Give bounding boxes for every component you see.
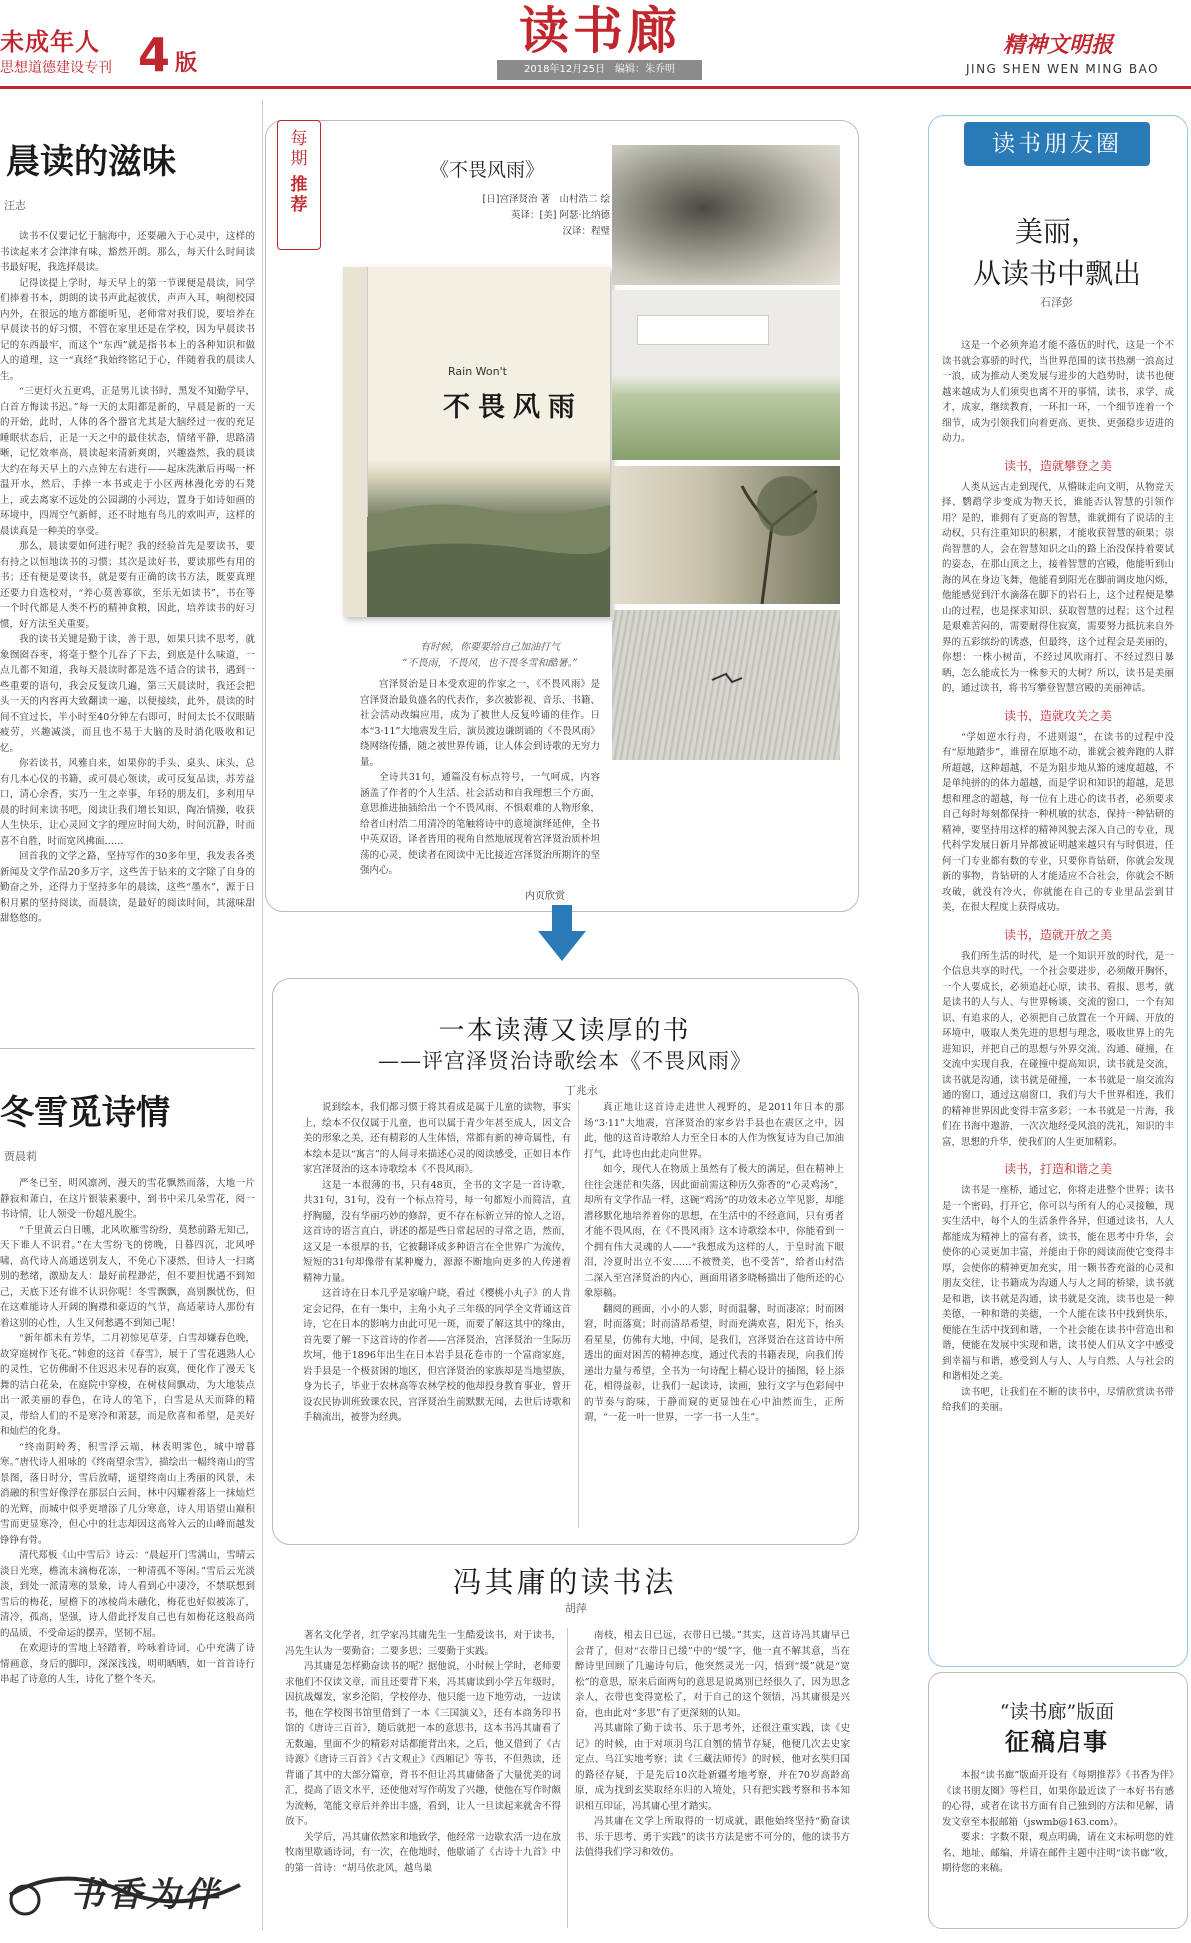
- paragraph: “千里黄云白日曛，北风吹雁雪纷纷，莫愁前路无知己，天下谁人不识君。”在大雪纷飞的傍晚，日暮四沉，北风呼啸，高代诗人高通送别友人，不免心下凄然，但诗人一扫离别的愁绪，激励友人：最好前程渺茫，但不要担忧遇不到知己，天底下还有谁不认识你呢！冬雪飘飘，高别飘忧伤，但在这难能诗人开阔的胸襟和豪迈的气节，高适蒙诗人那份有着这别的心性，人生又何愁遇不到知己呢！: [0, 1224, 255, 1329]
- paragraph: 著名文化学者，红学家冯其庸先生一生酷爱读书，对于读书，冯先生认为一要勤奋；二要多思；三要勤于实践。: [285, 1630, 561, 1657]
- paragraph: 说到绘本，我们都习惯于将其看成是属于儿童的读物，事实上，绘本不仅仅属于儿童，也可以属于青少年甚至成人，因文合美的形象之美，还有精彩的人生体悟，常都有新的神奇属性，有本绘本是以“寓言”的人间寻来描述心灵的阅读感受，正如日本作家宫泽贤治的这本诗歌绘本《不畏风雨》。: [303, 1102, 571, 1175]
- review-col-2: [584, 1100, 844, 1426]
- paragraph: 那么，晨读要如何进行呢？我的经验首先是要读书，要有持之以恒地读书的习惯；其次是读好书，要读那些有用的书；还有便是要读书，就是要有正确的读书方法，既要真理还要力自选校对，“养心莫善寡欲，至乐无如读书”，书在等一个时代都是人类不朽的精神食粮，因此，培养读书的好习惯，好方法至关重要。: [0, 541, 255, 630]
- divider: [0, 1048, 255, 1049]
- credit-line: 英译：[美] 阿瑟·比纳德: [511, 210, 610, 221]
- quote-line: “不畏雨，不畏风，也不畏冬雪和酷暑。”: [402, 658, 578, 669]
- header-rule: [0, 86, 1191, 89]
- section-heading: 读书，打造和谐之美: [1003, 1162, 1112, 1176]
- down-arrow-icon: [538, 905, 586, 965]
- left-article-1: [0, 92, 255, 927]
- review-author: 丁兆永: [565, 1084, 598, 1097]
- paragraph: 冯其庸在文学上所取得的一切成就，跟他始终坚持“勤奋读书、乐于思考、勇于实践”的读书方法是密不可分的，他的读书方法值得我们学习和效仿。: [575, 1816, 850, 1858]
- paragraph: 关学后，冯其庸依然家和地致学，他经常一边歇农活一边在放牧南里歇诵诗词，有一次，在他地时，他歇诵了《古诗十九首》中的第一首诗：“胡马依北风，越鸟巢: [285, 1831, 561, 1874]
- book-credits: [395, 192, 610, 240]
- review-subtitle: ——评宫泽贤治诗歌绘本《不畏风雨》: [378, 1049, 752, 1073]
- article-author: 贾晨莉: [4, 1150, 37, 1163]
- notice-body: [942, 1768, 1174, 1877]
- footer-brush-art: [0, 1845, 255, 1930]
- book-spine: [343, 267, 368, 617]
- paragraph: 这是一本很薄的书，只有48页，全书的文字是一首诗歌，共31句，31句，没有一个标点符号，每一句都短小而简洁，直抒胸臆，没有华丽巧妙的修辞，更不存在标新立异的惊人之语，这首诗的语言直白，讲述的都是些日常起居的寻常之语，然而，这又是一本很厚的书，它被翻译成多种语言在全世界广为流传，短短的31句却像带有某种魔力，源源不断地向更多的人传递着精神力量。: [303, 1179, 571, 1284]
- paragraph: 我的读书关键是勤于读，善于思，如果只读不思考，就象囫囵吞枣，将毫于整个儿吞了下去，到底是什么味道，一点儿都不知道，我每天晨读时都是选不适合的读书，遇到一些重要的语句，我会反复读几遍，第三天晨读时，我还会把头一天的内容再大致翻读一遍，以便接续，此外，晨读的时间不宜过长，半小时至40分钟左右即可，时间太长不仅眼睛疲劳，兴趣减淡，而且也不易于大脑的及时消化吸收和记忆。: [0, 634, 255, 754]
- right-title-line2: 从读书中飘出: [972, 257, 1141, 290]
- illustration-tree: [612, 466, 840, 604]
- notice-paragraph: 本报“读书廊”版面开设有《每期推荐》《书香为伴》《读书朋友圈》等栏目，如果你最近读了一本好书有感的心得，或者在读书方面有自己独到的方法和见解，请发文章至本报邮箱（jswmb@163.com）。: [942, 1770, 1174, 1828]
- feng-title: 冯其庸的读书法: [452, 1565, 677, 1599]
- column-divider: [567, 1628, 568, 1928]
- paragraph: 南枝，相去日已远，衣带日已缓。”其实，这首诗冯其庸早已会背了，但对“衣带日已缓”中的“缓”字，他一直不解其意，当在醉诗里回顾了几遍诗句后，他突然灵光一闪，悟到“缓”就是“宽松”的意思，原来后面两句的意思是说离别已经很久了，因为思念亲人，衣带也变得宽松了，对于自己的这个领悟，冯其庸很是兴奋，也由此对“多思”有了更深刻的认知。: [575, 1630, 850, 1719]
- footer-calligraphy: 书香为伴: [70, 1875, 222, 1915]
- book-quote: [380, 640, 600, 672]
- section-name: 未成年人: [0, 28, 100, 56]
- section-heading: 读书，造就攀登之美: [1003, 458, 1112, 473]
- friends-box-title: 读书朋友圈: [964, 122, 1150, 166]
- paragraph: “终南阴岭秀，积雪浮云端，林表明霁色，城中增暮寒。”唐代诗人祖咏的《终南望余雪》，描绘出一幅终南山的雪景图，落日时分，雪后放晴，遥望终南山上秀丽的风景，未消融的积雪好像浮在那层白云间，林中闪耀着落上一抹灿烂的光辉，而城中似乎更增添了几分寒意，诗人用语望山巅积雪而更显寒冷，但心中的壮志却因这高耸入云的山峰而越发铮铮有骨。: [0, 1441, 255, 1546]
- section-heading: 读书，造就开放之美: [1003, 927, 1112, 942]
- cover-landscape-icon: [367, 457, 610, 617]
- paragraph: 冯其庸是怎样勤奋读书的呢？据他说，小时候上学时，老师要求他们不仅读文章，而且还要背下来，冯其庸读到小学五年级时，因抗战爆发，家乡沦陷，学校停办，他只能一边下地劳动，一边读书，他在学校图书馆里借到了一本《三国演义》，还有本商务印书馆的《唐诗三百首》，随后就把一本的意思书，这本书冯其庸看了无数遍，里面不少的精彩对话都能背出来，之后，他又借到了《古诗源》《唐诗三百首》《古文观止》《西厢记》等书，不但熟读，还背诵了其中的大部分篇章，背书不但让冯其庸储备了大量优美的词汇，提高了语文水平，还使他对写作萌发了兴趣，使他在写作时颇为流畅，笔能文章后并养出丰盛，看到，让人一旦读起来就舍不得放下。: [285, 1661, 561, 1827]
- paragraph: 你若读书，风雅自来，如果你的手头、桌头、床头，总有几本心仪的书籍，或可晨心领读，或可反复品读，苏芳益口，清心余香，实乃一生之幸事，年轻的朋友们，多利用早晨的时间来读书吧，阅读让我们增长知识，陶冶情操，收获人生快乐，让心灵回文字的理应时间大幼，时间沉静，时而喜不自胜，时而宽风拂面……: [0, 758, 255, 847]
- feng-col-1: [285, 1628, 561, 1876]
- image-source: 内页欣赏: [525, 891, 565, 902]
- paragraph: 人类从远古走到现代，从懵昧走向文明，从物竞天择、鹦鹉学步变成为物天长，谁能否认智慧的引领作用？是的，谁拥有了更高的智慧，谁就拥有了说话的主动权，只有注重知识的积累，才能收获智慧的硕果；崇尚智慧的人，会在智慧知识之山的路上治没保持着要试的姿态，在那山顶之上，接着智慧的宫殿，他能听到山海的风在身边飞舞，他能看到阳光在脚前调皮地闪烁，他能感觉到汗水滴落在脚下的岩石上，这个过程便是攀山的过程，也是探求知识、获取智慧的过程；这个过程是艰难苦闷的，需要耐得住寂寞，需要努力抵抗来自外界的五彩缤纷的诱惑，但最终，这个过程会是美丽的，你想：一株小树苗，不经过风吹雨打、不经过烈日暴晒，怎么能成长为一株参天的大树？所以，读书是美丽的，通过读书，将书写攀登智慧宫殿的美丽神话。: [942, 481, 1174, 694]
- article-body: [0, 229, 255, 927]
- article-title: 晨读的滋味: [6, 142, 176, 182]
- paragraph: 严冬已至，明风凛冽，漫天的雪花飘然而落，大地一片静寂和萧白，在这片银装素裹中，到书中采几朵雪花，阅一书诗情，让人领受一份超凡脱尘。: [0, 1178, 255, 1220]
- cover-title: 不畏风雨: [443, 392, 583, 423]
- illustration-rain: [612, 610, 840, 760]
- paragraph: 真正地让这首诗走进世人视野的，是2011年日本的那场“3·11”大地震，宫泽贤治的家乡岩手县也在震区之中，因此，他的这首诗歌给人力至全日本的人作为恢复诗为自己加油打气，此诗也由此走向世界。: [584, 1102, 844, 1160]
- illustration-field-bird: [612, 290, 840, 460]
- credit-line: 汉译：程璧: [562, 226, 610, 237]
- paragraph: 读书吧，让我们在不断的读书中，尽情欣赏读书带给我们的美丽。: [942, 1386, 1174, 1413]
- left-article-2: [0, 1055, 255, 1688]
- paragraph: “三更灯火五更鸡，正是男儿读书时，黑发不知勤学早，白首方悔读书迟。”每一天的太阳都是新的，早晨是新的一天的开始，此时，人体的各个器官尤其是大脑经过一夜的充足睡眠状态后，正是一天之中的最佳状态，情绪平静，思路清晰，记忆效率高，晨读起来清新爽朗，兴趣盎然，我的晨读大约在每天早上的六点钟左右进行——起床洗漱后再喝一杯温开水，然后，手捧一本书或走于小区两林漫化旁的石凳上，或去离家不远处的公园湖的小河边，置身于如诗如画的环境中，四周空气新鲜，还不时地有鸟儿的欢叫声，这样的晨读真是一种美的享受。: [0, 386, 255, 537]
- paper-pinyin: JING SHEN WEN MING BAO: [966, 62, 1160, 76]
- paragraph: 回首我的文学之路，坚持写作的30多年里，我发表各类新闻及文学作品20多万字，这些苦于钻来的文字除了自身的勤奋之外，还得力于坚持多年的晨读，这些“墨水”，源于日积月累的坚持阅读，而晨读，是最好的阅读时间，其滋味甜甜悠悠的。: [0, 851, 255, 924]
- recommend-body: [360, 677, 600, 879]
- notice-title-2: 征稿启事: [1005, 1727, 1109, 1756]
- illustration-inset: [637, 315, 769, 345]
- bird-icon: [612, 610, 840, 760]
- cover-english-title: Rain Won't: [448, 365, 507, 378]
- recommend-tag: [277, 120, 321, 250]
- notice-paragraph: 要求：字数不限，观点明确，请在文末标明您的姓名、地址、邮编，并请在邮件主题中注明“读书廊”收，期待您的来稿。: [942, 1832, 1174, 1874]
- review-col-1: [303, 1100, 571, 1426]
- section-subtitle: 思想道德建设专刊: [0, 60, 112, 76]
- paragraph: 冯其庸除了勤于读书、乐于思考外，还很注重实践，读《史记》的时候，由于对项羽乌江自刎的情节存疑，他便几次去史家定点、乌江实地考察；读《三藏法师传》的时候，他对玄奘归国的路径存疑，于是先后10次赴新疆考地考察，并在70岁高龄高原，成为找到玄奘取经东归的入境处，只有把实践考察和书本知识相互印证，冯其庸心里才踏实。: [575, 1723, 850, 1812]
- paragraph: 如今，现代人在物质上虽然有了极大的满足，但在精神上往往会迷茫和失落，因此面前需这种历久弥香的“心灵鸡汤”，却所有文学作品一样，这碗“鸡汤”的功效未必立竿见影，却能潜移默化地培养着你的思想，在生活中的不经意间，只有勇者才能不畏风雨，在《不畏风雨》这本诗歌绘本中，你能看到一个拥有伟大灵魂的人——“我想成为这样的人，于皇时流下眼泪，冷夏时出立不安……不被赞美，也不受苦”，给者山村浩二深入至宫泽贤治的内心，画面用诸多晓畅描出了他所还的心象原稿。: [584, 1164, 844, 1299]
- paragraph: “新年都未有芳华，二月初惊见草芽，白雪却嫌春色晚，故穿庭树作飞花。”韩愈的这首《春雪》，展于了雪花遇熟人心的灵性，它仿佛耐不住迟迟未见春的寂寞，便化作了漫天飞舞的洁白花朵，在庭院中穿梭，在树枝间飘动，为大地装点出一派美丽的春色，在诗人的笔下，白雪是从天而降的精灵，带给人们的不是寒冷和萧瑟，而是欣喜和希望，是美好和灿烂的化身。: [0, 1333, 255, 1437]
- column-divider: [578, 1100, 579, 1528]
- column-divider: [262, 100, 263, 1930]
- paragraph: 全诗共31句，通篇没有标点符号，一气呵成，内容涵盖了作者的个人生活、社会活动和自我理想三个方面，意思推进抽插给出一个不畏风雨、不惧艰难的人物形象，给者山村浩二用清冷的笔触将诗中的意境演绎延伸，全书中英双语，译者皆用的视角自然地展现着宫泽贤治质朴坦荡的心灵，使读者在阅读中无比接近宫泽贤治所期许的坚强内心。: [360, 772, 600, 876]
- feng-col-2: [575, 1628, 850, 1861]
- right-author: 石泽彭: [1040, 296, 1073, 309]
- review-title: 一本读薄又读厚的书: [438, 1016, 691, 1046]
- paper-name: 精神文明报: [1003, 32, 1114, 58]
- illustration-dark-cloud: [612, 145, 840, 285]
- right-body: [942, 338, 1174, 1416]
- paragraph: 这是一个必须奔追才能不落伍的时代，这是一个不读书就会寡骄的时代，当世界范围的读书热潮一浪高过一浪，成为推动人类发展与进步的大趋势时，读书也便越来越成为人们须臾也离不开的事情，读书，求学、成才，成家，继续教育，一环扣一环，一个细节连着一个细节，成为引领我们向着更高、更快、更强稳步迈进的动力。: [942, 340, 1174, 444]
- paragraph: 宫泽贤治是日本受欢迎的作家之一，《不畏风雨》是宫泽贤治最负盛名的代表作，多次被影视、音乐、书籍、社会活动改编应用，成为了被世人反复吟诵的佳作。日本“3·11”大地震发生后，演员渡边谦朗诵的《不畏风雨》绕网络传播，随之被世界传诵，让人体会到诗歌的无穷力量。: [360, 679, 600, 768]
- credit-line: [日]宫泽贤治 著 山村浩二 绘: [482, 194, 610, 205]
- tag-bottom: 推荐: [290, 175, 308, 215]
- paragraph: 这首诗在日本几乎是家喻户晓，看过《樱桃小丸子》的人肯定会记得，在有一集中，主角小丸子三年级的同学全文背诵这首诗，它在日本的影响力由此可见一斑，而要了解这其中的缘由，首先要了解一下这首诗的作者——宫泽贤治，宫泽贤治一生际历坎坷，他于1896年出生在日本岩手县花卷市的一个富商家庭，岩手县是一个极贫困的地区，但宫泽贤治的家族却是当地望族，身为长子，毕业于农林高等农林学校的他却投身教育事业，曾开设农民协训班致课农民，宫泽贤治生前默默无闻，去世后诗歌和手稿流出，被誉为经典。: [303, 1288, 571, 1423]
- paragraph: 翻阅的画面，小小的人影，时而温馨，时而凄凉；时而困窘，时而落寞；时而清昂希望，时而充满欢喜，阳光下，抬头看星星，仿佛有大地，中间，是我们，宫泽贤治在这首诗中所透出的面对困苦的精神态度，通过代表的书籍表现，向我们传递出力量与希望，全书为一句诗配上精心设计的插图，轻上添花，相得益彰，让我们一起读诗，读画，独行文字与色彩间中的节奏与韵味，于静而窥的更显蚀在心中油然而生，正所谓，“一花一叶一世界，一字一书一人生”。: [584, 1303, 844, 1423]
- paragraph: 读书是一座桥，通过它，你将走进整个世界；读书是一个密码，打开它，你可以与所有人的心灵接触，现实生活中，每个人的生活条件各异，但通过读书，人人都能成为精神上的富有者，读书，能在思考中升华，会使你的心灵更加丰富，并能由于你的阅读而使它变得丰厚，会使你的精神更加充实，用一颗书香充溢的心灵和朋友交往，让书籍成为沟通人与人之间的桥梁，读书就是和谐，读书就是沟通，读书就是交流，读书也是一种美德，一种和谐的美德，一个人能在读书中找到快乐，便能在生活中找到和谐，一个社会能在读书中营造出和谐，便能在发展中实现和谐，读书使人们从文字中感受到幸福与和谐，感受到人与人、人与自然、人与社会的和谐相处之美。: [942, 1185, 1174, 1382]
- article-title: 冬雪觅诗情: [0, 1093, 170, 1133]
- quote-line: 有时候，你要要给自己加油打气: [420, 642, 560, 653]
- right-title-line1: 美丽，: [1014, 215, 1099, 248]
- paragraph: 记得读提上学时，每天早上的第一节课便是晨读，同学们捧着书本，朗朗的读书声此起彼伏，声声入耳，响彻校园内外，在很远的地方都能听见，老师常对我们说，要培养在早晨读书的好习惯，不管在家里还是在学校，因为早晨读书记的东西最牢，而这个“东西”就是指书本上的各种知识和做人的道理，这一“真经”我始终铭记于心，伴随着我的晨读人生。: [0, 277, 255, 382]
- paragraph: “学如逆水行舟，不进则退”，在读书的过程中没有“原地踏步”，谁留在原地不动，谁就会被奔跑的人群所超越，这种超越，不是为阻步地从豁的速度超越，不是单纯拼的的体力超越，而是学识和知识的超越，是思想和理念的超越，每一位有上进心的读书者，必须要求自己每时每刻都保持一种机敏的状态，保持一种钻研的精神，要坚持用这样的精神风貌去深入自己的专业，现代科学发展日新月异都被证明越来越只有与时俱进，任何一门专业都有数的专业，只要你肯钻研，你就会发现新的事物，肯钻研的人才能适应不合社会，你就会不断攻破，就没有冷火，你就能在自己的专业里品尝到甘美，在很大程度上获得成功。: [942, 731, 1174, 913]
- book-cover: [343, 267, 610, 617]
- masthead-title: 读书廊: [519, 2, 681, 60]
- paragraph: 读书不仅要记忆于脑海中，还要融入于心灵中，这样的书读起来才会津津有味，豁然开朗。那么，每天什么时间读书最好呢，我选择晨读。: [0, 231, 255, 273]
- paragraph: 清代郑板《山中雪后》诗云：“晨起开门雪满山，雪晴云淡日光寒，檐流未滴梅花冻，一种清孤不等闲。”雪后云光淡淡，到处一派清寒的景象，诗人看到心中凄冷，不禁联想到雪后的梅花，屋檐下的冰棱尚未融化，梅花也好似被冻了，清冷，孤高，坚强，诗人借此抒发自己也有如梅花这般高尚的品质，不受命运的摆弄，坚韧不屈。: [0, 1550, 255, 1639]
- feng-author: 胡萍: [565, 1602, 587, 1615]
- tag-top: 每期: [290, 129, 308, 169]
- paragraph: 在欢迎诗的雪地上轻踏着，吟咏着诗词，心中充满了诗情画意，身后的脚印，深深浅浅，明明晒晒，如一首首诗行串起了诗意的人生，诗化了整个冬天。: [0, 1643, 255, 1685]
- page-number: 4: [138, 28, 171, 82]
- date-editor: 2018年12月25日 编辑：朱乔明: [497, 60, 702, 80]
- tree-icon: [612, 466, 840, 604]
- page-unit: 版: [175, 51, 198, 76]
- paragraph: 我们所生活的时代，是一个知识开放的时代，是一个信息共享的时代，一个社会要进步，必须敞开胸怀，一个人要成长，必须追赶心原，读书、看报、思考，就是读书的人与人、与世界畅谈、交流的窗口，一个有知识、有追求的人，必须把自己放置在一个开阔、开放的环境中，吸取人类先进的思想与理念，吸收世界上的先进知识，并把自己的思想与外界交流、沟通、碰撞，在交流中实现自我，在碰撞中提高知识，读书就是交流，读书就是沟通，读书就是碰撞，一本书就是一扇交流沟通的窗口，通过这扇窗口，我们与大千世界相连，我们的精神世界因此变得丰富多彩；一本书就是一片海，我们在书海中遨游，一次次地经受风浪的洗礼，知识的丰富，思想的升华，使我们的人生更加精彩。: [942, 950, 1174, 1148]
- book-title: 《不畏风雨》: [430, 159, 545, 181]
- notice-title-1: “读书廊”版面: [999, 1701, 1115, 1723]
- article-author: 汪志: [4, 199, 26, 212]
- section-heading: 读书，造就攻关之美: [1003, 708, 1112, 723]
- article-body: [0, 1176, 255, 1688]
